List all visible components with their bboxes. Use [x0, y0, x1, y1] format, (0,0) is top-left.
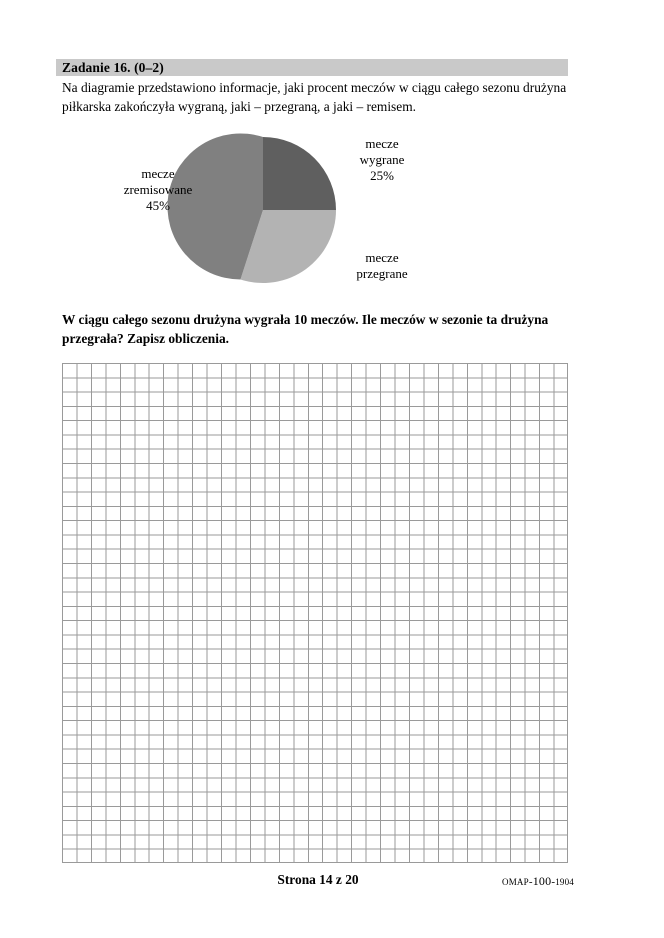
footer-code-suffix: 1904	[555, 877, 574, 887]
task-intro-paragraph	[62, 78, 574, 116]
pie-label-zremisowane	[88, 166, 228, 214]
pie-chart-figure	[60, 128, 580, 298]
task-number-label: Zadanie 16. (0–2)	[62, 60, 164, 75]
footer-code-mid: 100	[532, 874, 552, 888]
footer-exam-code: OMAP-100-1904	[502, 874, 574, 888]
task-question-prompt	[62, 310, 574, 348]
prompt-line-1: W ciągu całego sezonu drużyna wygrała 10 meczów. Ile meczów w sezonie ta drużyna	[62, 312, 549, 327]
pie-label-przegrane-line2: przegrane	[356, 266, 408, 281]
answer-grid[interactable]	[62, 363, 568, 863]
pie-label-wygrane-line2: wygrane	[359, 152, 405, 167]
footer-page-number: Strona 14 z 20	[277, 872, 359, 887]
task-header-bar	[56, 59, 568, 76]
pie-label-przegrane-line1: mecze	[365, 250, 399, 265]
intro-line-1: Na diagramie przedstawiono informacje, jaki procent meczów w ciągu całego sezonu drużyna	[62, 80, 567, 95]
prompt-line-2: przegrała? Zapisz obliczenia.	[62, 331, 229, 346]
intro-line-2: piłkarska zakończyła wygraną, jaki – przegraną, a jaki – remisem.	[62, 99, 416, 114]
pie-label-przegrane	[322, 250, 442, 282]
pie-label-wygrane-line1: mecze	[365, 136, 399, 151]
pie-label-wygrane-value: 25%	[370, 168, 394, 183]
page-footer	[62, 872, 574, 892]
pie-label-zremisowane-line1: mecze	[141, 166, 175, 181]
pie-label-wygrane	[322, 136, 442, 184]
footer-code-prefix: OMAP	[502, 877, 529, 887]
pie-label-zremisowane-value: 45%	[146, 198, 170, 213]
pie-label-zremisowane-line2: zremisowane	[123, 182, 193, 197]
